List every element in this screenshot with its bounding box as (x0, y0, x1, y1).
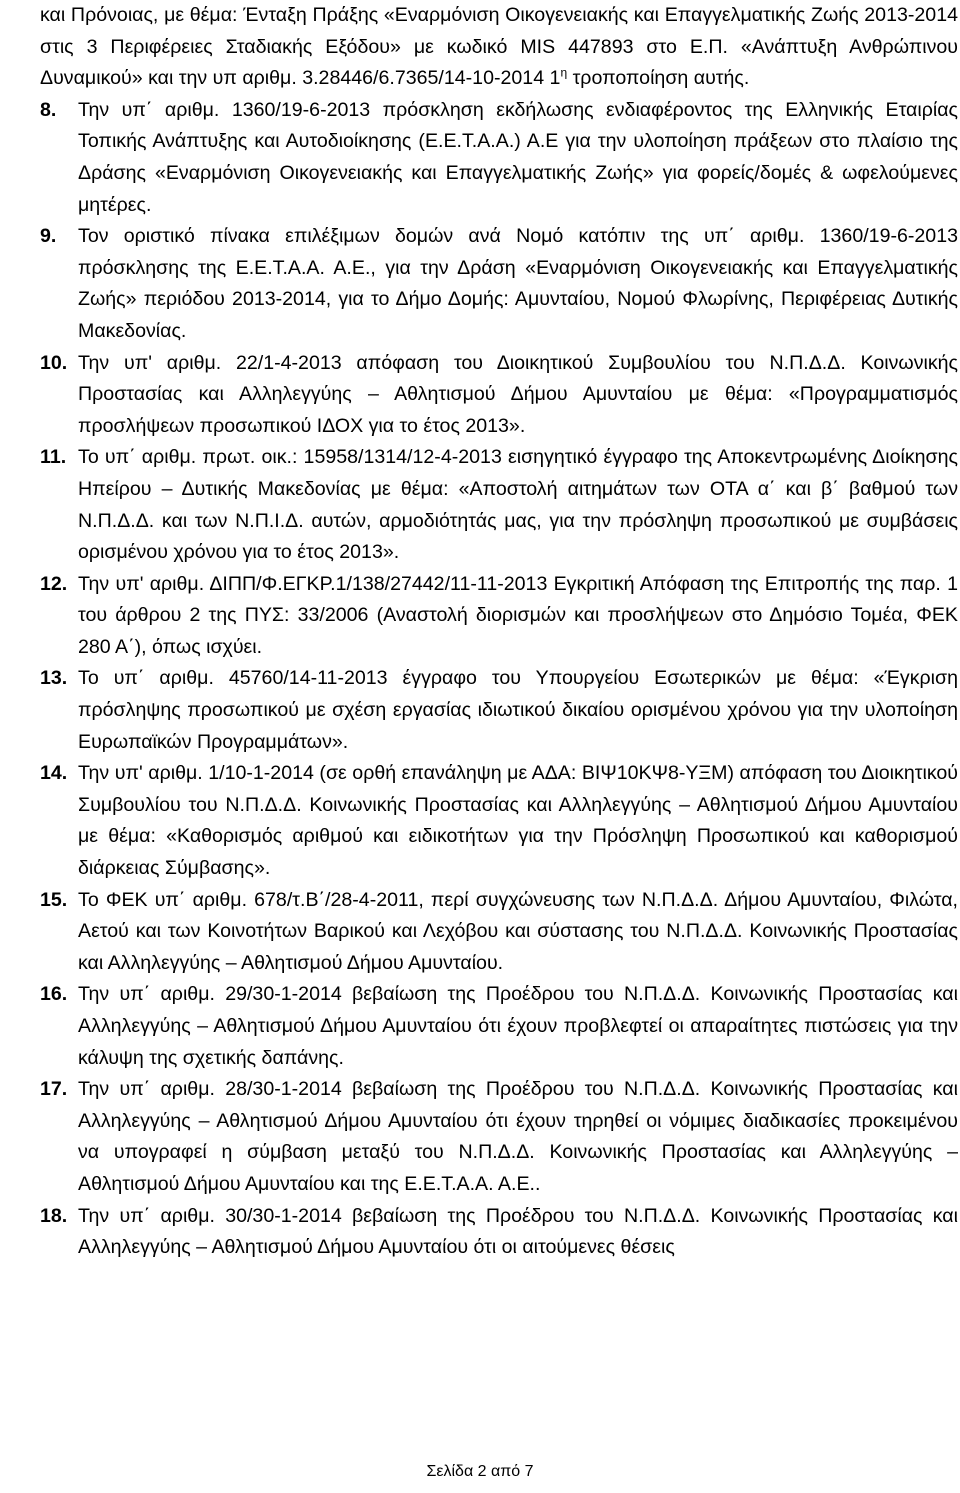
list-item-number: 11. (40, 446, 67, 469)
list-item-9 (40, 221, 958, 347)
ordinal-superscript: η (560, 65, 568, 80)
list-item-text: Τον οριστικό πίνακα επιλέξιμων δομών ανά Νομό κατόπιν της υπ΄ αριθμ. 1360/19-6-2013 πρόσκλησης της Ε.Ε.Τ.Α.Α. Α.Ε., για την Δράση «Εναρμόνιση Οικογενειακής και Επαγγελματικής Ζωής» περιόδου 2013-2014, για το Δήμο Δομής: Αμυνταίου, Νομού Φλωρίνης, Περιφέρειας Δυτικής Μακεδονίας. (78, 225, 958, 342)
list-item-number: 13. (40, 667, 68, 690)
list-item-number: 14. (40, 762, 68, 785)
lead-paragraph (40, 0, 958, 95)
list-item-number: 16. (40, 983, 68, 1006)
list-item-text: Το υπ΄ αριθμ. 45760/14-11-2013 έγγραφο του Υπουργείου Εσωτερικών με θέμα: «Έγκριση πρόσληψης προσωπικού με σχέση εργασίας ιδιωτικού δικαίου ορισμένου χρόνου για την υλοποίηση Ευρωπαϊκών Προγραμμάτων». (78, 667, 958, 753)
list-item-text: Την υπ΄ αριθμ. 1360/19-6-2013 πρόσκληση εκδήλωσης ενδιαφέροντος της Ελληνικής Εταιρίας Τοπικής Ανάπτυξης και Αυτοδιοίκησης (Ε.Ε.Τ.Α.Α.) Α.Ε για την υλοποίηση πράξεων στο πλαίσιο της Δράσης «Εναρμόνιση Οικογενειακής και Επαγγελματικής Ζωής» για φορείς/δομές & ωφελούμενες μητέρες. (78, 98, 958, 216)
list-item-17 (40, 1074, 958, 1200)
list-item-text: Την υπ΄ αριθμ. 30/30-1-2014 βεβαίωση της Προέδρου του Ν.Π.Δ.Δ. Κοινωνικής Προστασίας και Αλληλεγγύης – Αθλητισμού Δήμου Αμυνταίου ότι οι αιτούμενες θέσεις (78, 1204, 958, 1259)
list-item-10 (40, 348, 958, 443)
list-item-number: 15. (40, 888, 68, 911)
list-item-number: 8. (40, 98, 57, 121)
list-item-8 (40, 95, 958, 221)
list-item-11 (40, 442, 958, 568)
page-footer: Σελίδα 2 από 7 (426, 1463, 534, 1480)
list-item-number: 10. (40, 351, 68, 374)
list-item-number: 18. (40, 1204, 68, 1227)
list-item-text: Την υπ' αριθμ. ΔΙΠΠ/Φ.ΕΓΚΡ.1/138/27442/11-11-2013 Εγκριτική Απόφαση της Επιτροπής της παρ. 1 του άρθρου 2 της ΠΥΣ: 33/2006 (Αναστολή διορισμών και προσλήψεων στο Δημόσιο Τομέα, ΦΕΚ 280 Α΄), όπως ισχύει. (78, 572, 958, 658)
list-item-text: Την υπ' αριθμ. 22/1-4-2013 απόφαση του Διοικητικού Συμβουλίου του Ν.Π.Δ.Δ. Κοινωνικής Προστασίας και Αλληλεγγύης – Αθλητισμού Δήμου Αμυνταίου με θέμα: «Προγραμματισμός προσλήψεων προσωπικού ΙΔΟΧ για το έτος 2013». (78, 351, 958, 437)
list-item-16 (40, 979, 958, 1074)
list-item-number: 12. (40, 572, 68, 595)
list-item-13 (40, 663, 958, 758)
list-item-number: 17. (40, 1078, 68, 1101)
lead-text-before-sup: και Πρόνοιας, με θέμα: Ένταξη Πράξης «Εναρμόνιση Οικογενειακής και Επαγγελματικής Ζωής 2013-2014 στις 3 Περιφέρειες Σταδιακής Εξόδου» με κωδικό MIS 447893 στο Ε.Π. «Ανάπτυξη Ανθρώπινου Δυναμικού» και την υπ αριθμ. 3.28446/6.7365/14-10-2014 1 (40, 4, 958, 90)
list-item-text: Το ΦΕΚ υπ΄ αριθμ. 678/τ.Β΄/28-4-2011, περί συγχώνευσης των Ν.Π.Δ.Δ. Δήμου Αμυνταίου, Φιλώτα, Αετού και των Κοινοτήτων Βαρικού και Λεχόβου και σύστασης του Ν.Π.Δ.Δ. Κοινωνικής Προστασίας και Αλληλεγγύης – Αθλητισμού Δήμου Αμυνταίου. (78, 888, 958, 974)
list-item-18 (40, 1201, 958, 1264)
list-item-text: Την υπ΄ αριθμ. 28/30-1-2014 βεβαίωση της Προέδρου του Ν.Π.Δ.Δ. Κοινωνικής Προστασίας και Αλληλεγγύης – Αθλητισμού Δήμου Αμυνταίου ότι έχουν τηρηθεί οι νόμιμες διαδικασίες προκειμένου να υπογραφεί η σύμβαση μεταξύ του Ν.Π.Δ.Δ. Κοινωνικής Προστασίας και Αλληλεγγύης – Αθλητισμού Δήμου Αμυνταίου και της Ε.Ε.Τ.Α.Α. Α.Ε.. (78, 1078, 958, 1195)
list-item-text: Το υπ΄ αριθμ. πρωτ. οικ.: 15958/1314/12-4-2013 εισηγητικό έγγραφο της Αποκεντρωμένης Διοίκησης Ηπείρου – Δυτικής Μακεδονίας με θέμα: «Αποστολή αιτημάτων των ΟΤΑ α΄ και β΄ βαθμού των Ν.Π.Δ.Δ. και των Ν.Π.Ι.Δ. αυτών, αρμοδιότητάς μας, για την πρόσληψη προσωπικού με συμβάσεις ορισμένου χρόνου για το έτος 2013». (78, 446, 958, 564)
lead-paragraph-text (40, 0, 958, 95)
lead-text-after-sup: τροποποίηση αυτής. (567, 67, 750, 90)
list-item-12 (40, 569, 958, 664)
list-item-14 (40, 758, 958, 884)
list-item-15 (40, 885, 958, 980)
list-item-text: Την υπ΄ αριθμ. 29/30-1-2014 βεβαίωση της Προέδρου του Ν.Π.Δ.Δ. Κοινωνικής Προστασίας και Αλληλεγγύης – Αθλητισμού Δήμου Αμυνταίου ότι έχουν προβλεφτεί οι απαραίτητες πιστώσεις για την κάλυψη της σχετικής δαπάνης. (78, 983, 958, 1069)
list-item-number: 9. (40, 225, 57, 248)
list-item-text: Την υπ' αριθμ. 1/10-1-2014 (σε ορθή επανάληψη με ΑΔΑ: ΒΙΨ10ΚΨ8-ΥΞΜ) απόφαση του Διοικητικού Συμβουλίου του Ν.Π.Δ.Δ. Κοινωνικής Προστασίας και Αλληλεγγύης – Αθλητισμού Δήμου Αμυνταίου με θέμα: «Καθορισμός αριθμού και ειδικοτήτων για την Πρόσληψη Προσωπικού και καθορισμού διάρκειας Σύμβασης». (78, 762, 958, 880)
document-body (40, 0, 958, 1264)
